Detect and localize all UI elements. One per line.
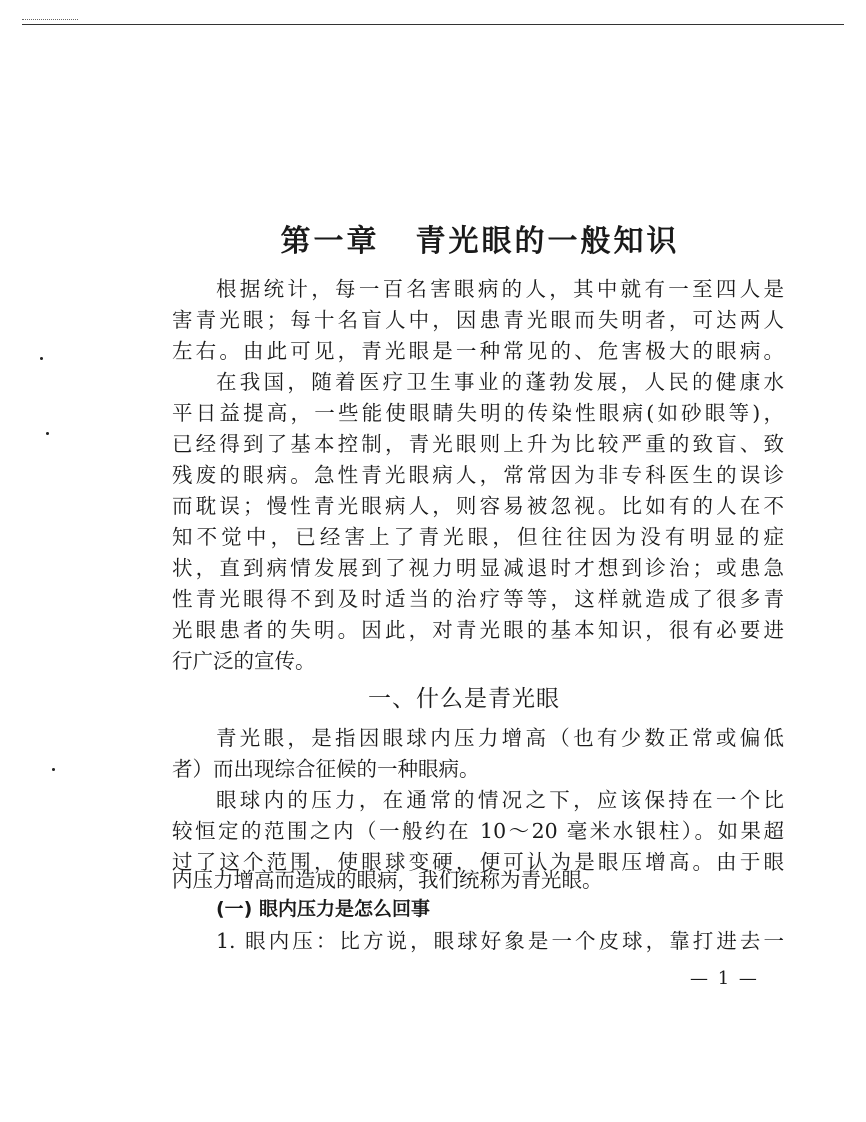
chapter-number: 第一章 xyxy=(280,224,380,259)
paragraph-line: 平日益提高，一些能使眼睛失明的传染性眼病(如砂眼等)， xyxy=(172,401,784,425)
paragraph-line: 较恒定的范围之内（一般约在 10～20 毫米水银柱）。如果超 xyxy=(172,819,784,843)
paragraph-line: 光眼患者的失明。因此，对青光眼的基本知识，很有必要进 xyxy=(172,618,784,642)
chapter-title xyxy=(200,216,760,260)
subsection-title: (一) 眼内压力是怎么回事 xyxy=(216,898,430,920)
paragraph-line: 而耽误；慢性青光眼病人，则容易被忽视。比如有的人在不 xyxy=(172,494,784,518)
section-title: 一、什么是青光眼 xyxy=(368,686,560,712)
paragraph-line: 残废的眼病。急性青光眼病人，常常因为非专科医生的误诊 xyxy=(172,463,784,487)
paragraph-line: 已经得到了基本控制，青光眼则上升为比较严重的致盲、致 xyxy=(172,432,784,456)
paragraph-line: 害青光眼；每十名盲人中，因患青光眼而失明者，可达两人 xyxy=(172,308,784,332)
paragraph-line: 左右。由此可见，青光眼是一种常见的、危害极大的眼病。 xyxy=(172,339,784,363)
paragraph-line: 内压力增高而造成的眼病，我们统称为青光眼。 xyxy=(172,868,603,892)
paragraph-line: 状，直到病情发展到了视力明显减退时才想到诊治；或患急 xyxy=(172,556,784,580)
paragraph-line: 过了这个范围，使眼球变硬，便可认为是眼压增高。由于眼 xyxy=(172,850,784,874)
paragraph-line: 在我国，随着医疗卫生事业的蓬勃发展，人民的健康水 xyxy=(216,370,784,394)
scan-mark xyxy=(22,19,78,20)
paragraph-line: 1. 眼内压：比方说，眼球好象是一个皮球，靠打进去一 xyxy=(216,929,784,953)
header-rule xyxy=(22,24,844,25)
scan-speck xyxy=(52,768,55,771)
paragraph-line: 知不觉中，已经害上了青光眼，但往往因为没有明显的症 xyxy=(172,525,784,549)
paragraph-line: 眼球内的压力，在通常的情况之下，应该保持在一个比 xyxy=(216,788,784,812)
scan-speck xyxy=(40,357,43,360)
paragraph-line: 行广泛的宣传。 xyxy=(172,649,316,673)
paragraph-line: 性青光眼得不到及时适当的治疗等等，这样就造成了很多青 xyxy=(172,587,784,611)
paragraph-line: 青光眼，是指因眼球内压力增高（也有少数正常或偏低 xyxy=(216,726,784,750)
chapter-name: 青光眼的一般知识 xyxy=(415,224,680,259)
paragraph-line: 根据统计，每一百名害眼病的人，其中就有一至四人是 xyxy=(216,277,784,301)
paragraph-line: 者）而出现综合征候的一种眼病。 xyxy=(172,757,480,781)
scan-speck xyxy=(46,432,49,435)
page-number: — 1 — xyxy=(690,968,759,989)
